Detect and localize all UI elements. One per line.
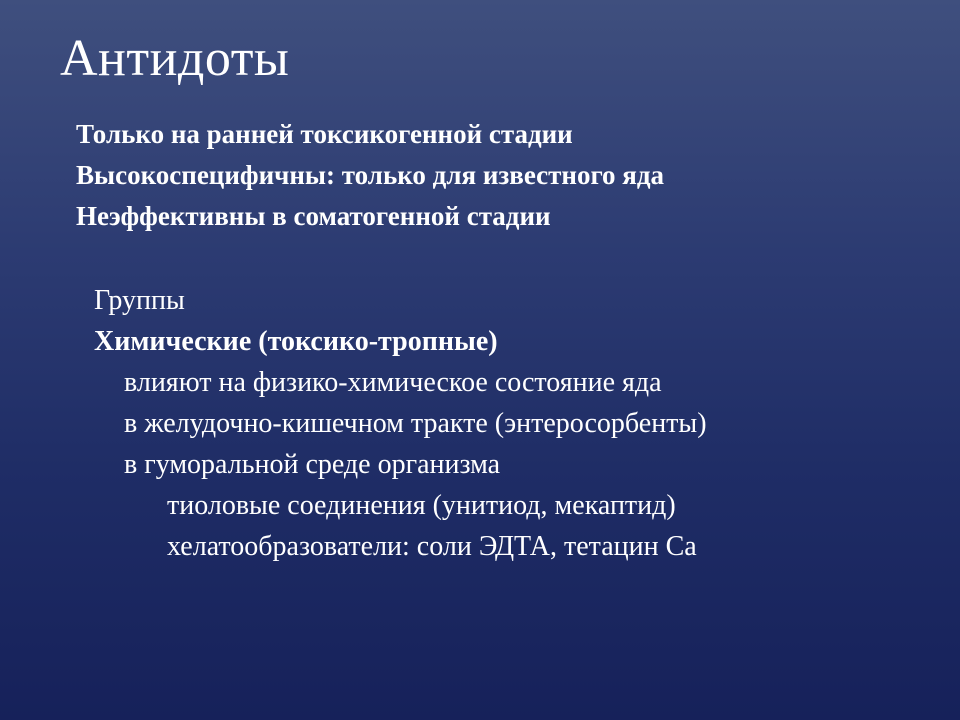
property-item: Неэффективны в соматогенной стадии: [76, 201, 551, 231]
chemical-place-item: в желудочно-кишечном тракте (энтеросорбенты): [124, 408, 707, 439]
chemical-heading: Химические (токсико-тропные): [94, 326, 498, 357]
chemical-example-item: тиоловые соединения (унитиод, мекаптид): [167, 490, 676, 521]
property-item: Высокоспецифичны: только для известного яда: [76, 160, 665, 190]
groups-section: [94, 280, 707, 567]
chemical-example-item: хелатообразователи: соли ЭДТА, тетацин Са: [167, 531, 697, 562]
chemical-place-item: в гуморальной среде организма: [124, 449, 501, 480]
groups-heading: Группы: [94, 285, 185, 316]
property-item: Только на ранней токсикогенной стадии: [76, 119, 573, 149]
properties-list: [76, 114, 664, 237]
slide-title: Антидоты: [60, 30, 290, 87]
chemical-effect: влияют на физико-химическое состояние яда: [124, 367, 662, 398]
